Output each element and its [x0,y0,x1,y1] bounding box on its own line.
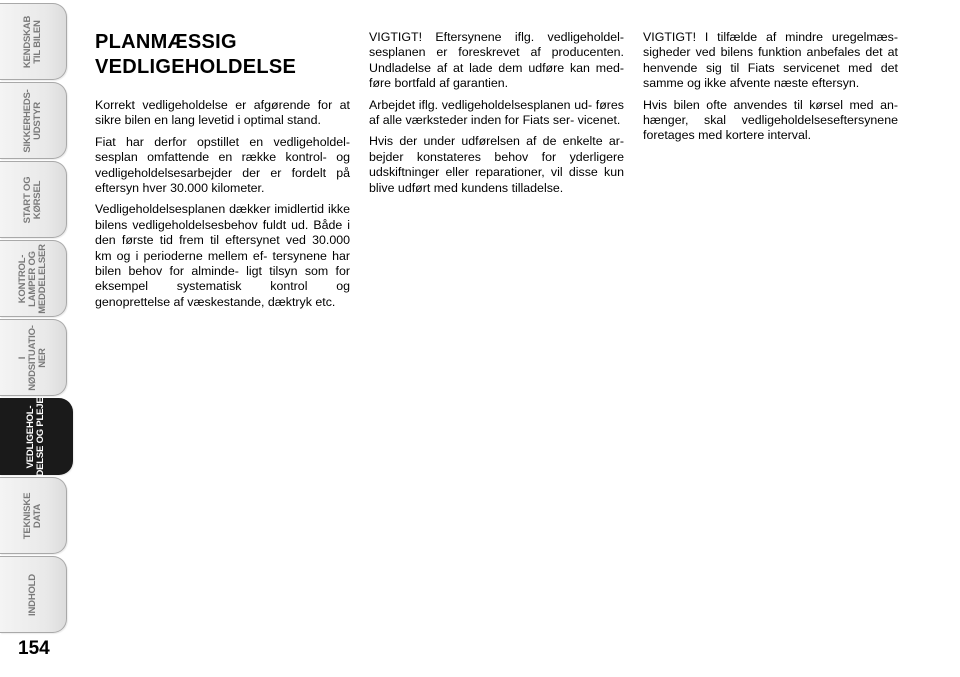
tab-label: START OG KØRSEL [22,176,43,223]
paragraph: Arbejdet iflg. vedligeholdelsesplanen ud- føres af alle værksteder inden for Fiats ser- vicenet. [369,97,624,128]
tab-label: KONTROL- LAMPER OG MEDDELELSER [17,243,48,314]
tab-label: INDHOLD [27,573,38,616]
column-2 [369,30,624,202]
column-3 [643,30,898,150]
tab-tekniske-data[interactable] [0,477,67,554]
tab-label: SIKKERHEDS- UDSTYR [22,88,43,153]
title-line-1: PLANMÆSSIG [95,31,237,53]
tab-kontrollamper[interactable] [0,240,67,317]
tab-vedligeholdelse-og-pleje[interactable] [0,398,73,475]
tab-kendskab-til-bilen[interactable] [0,3,67,80]
page-title [95,30,350,80]
paragraph: VIGTIGT! Eftersynene iflg. vedligeholdel- sesplanen er foreskrevet af producenten. Undladelse af at lade dem udføre kan med- føre bortfald af garantien. [369,30,624,91]
column-1 [95,30,350,316]
tab-label: VEDLIGEHOL- DELSE OG PLEJE [25,396,46,477]
page-number: 154 [18,638,50,659]
tab-i-nodsituationer[interactable] [0,319,67,396]
paragraph: Hvis der under udførelsen af de enkelte ar- bejder konstateres behov for yderligere udskiftninger eller reparationer, vil disse kun blive udført med kundens tilladelse. [369,134,624,195]
tab-start-og-korsel[interactable] [0,161,67,238]
tab-label: I NØDSITUATIO- NER [17,324,48,391]
chapter-tabs [0,0,75,677]
tab-label: KENDSKAB TIL BILEN [22,15,43,68]
title-line-2: VEDLIGEHOLDELSE [95,56,297,78]
tab-sikkerhedsudstyr[interactable] [0,82,67,159]
paragraph: Korrekt vedligeholdelse er afgørende for at sikre bilen en lang levetid i optimal stand. [95,98,350,128]
tab-label: TEKNISKE DATA [22,492,43,539]
paragraph: Vedligeholdelsesplanen dækker imidlertid ikke bilens vedligeholdelsesbehov fuldt ud. Både i den første tid frem til eftersynet ved 30.000 km og i perioderne mellem ef- tersynene har bilen behov for alminde- ligt tilsyn som for eksempel systematisk kontrol og genoprettelse af væskestande, dæktryk etc. [95,202,350,309]
tab-indhold[interactable] [0,556,67,633]
paragraph: Hvis bilen ofte anvendes til kørsel med an- hænger, skal vedligeholdelseseftersynene foretages med kortere interval. [643,97,898,143]
paragraph: VIGTIGT! I tilfælde af mindre uregelmæs- sigheder ved bilens funktion anbefales det at henvende sig til Fiats servicenet med det samme og ikke afvente næste eftersyn. [643,30,898,91]
paragraph: Fiat har derfor opstillet en vedligeholdel- sesplan omfattende en række kontrol- og vedligeholdelsesarbejder der er fordelt på eftersyn hver 30.000 kilometer. [95,134,350,196]
